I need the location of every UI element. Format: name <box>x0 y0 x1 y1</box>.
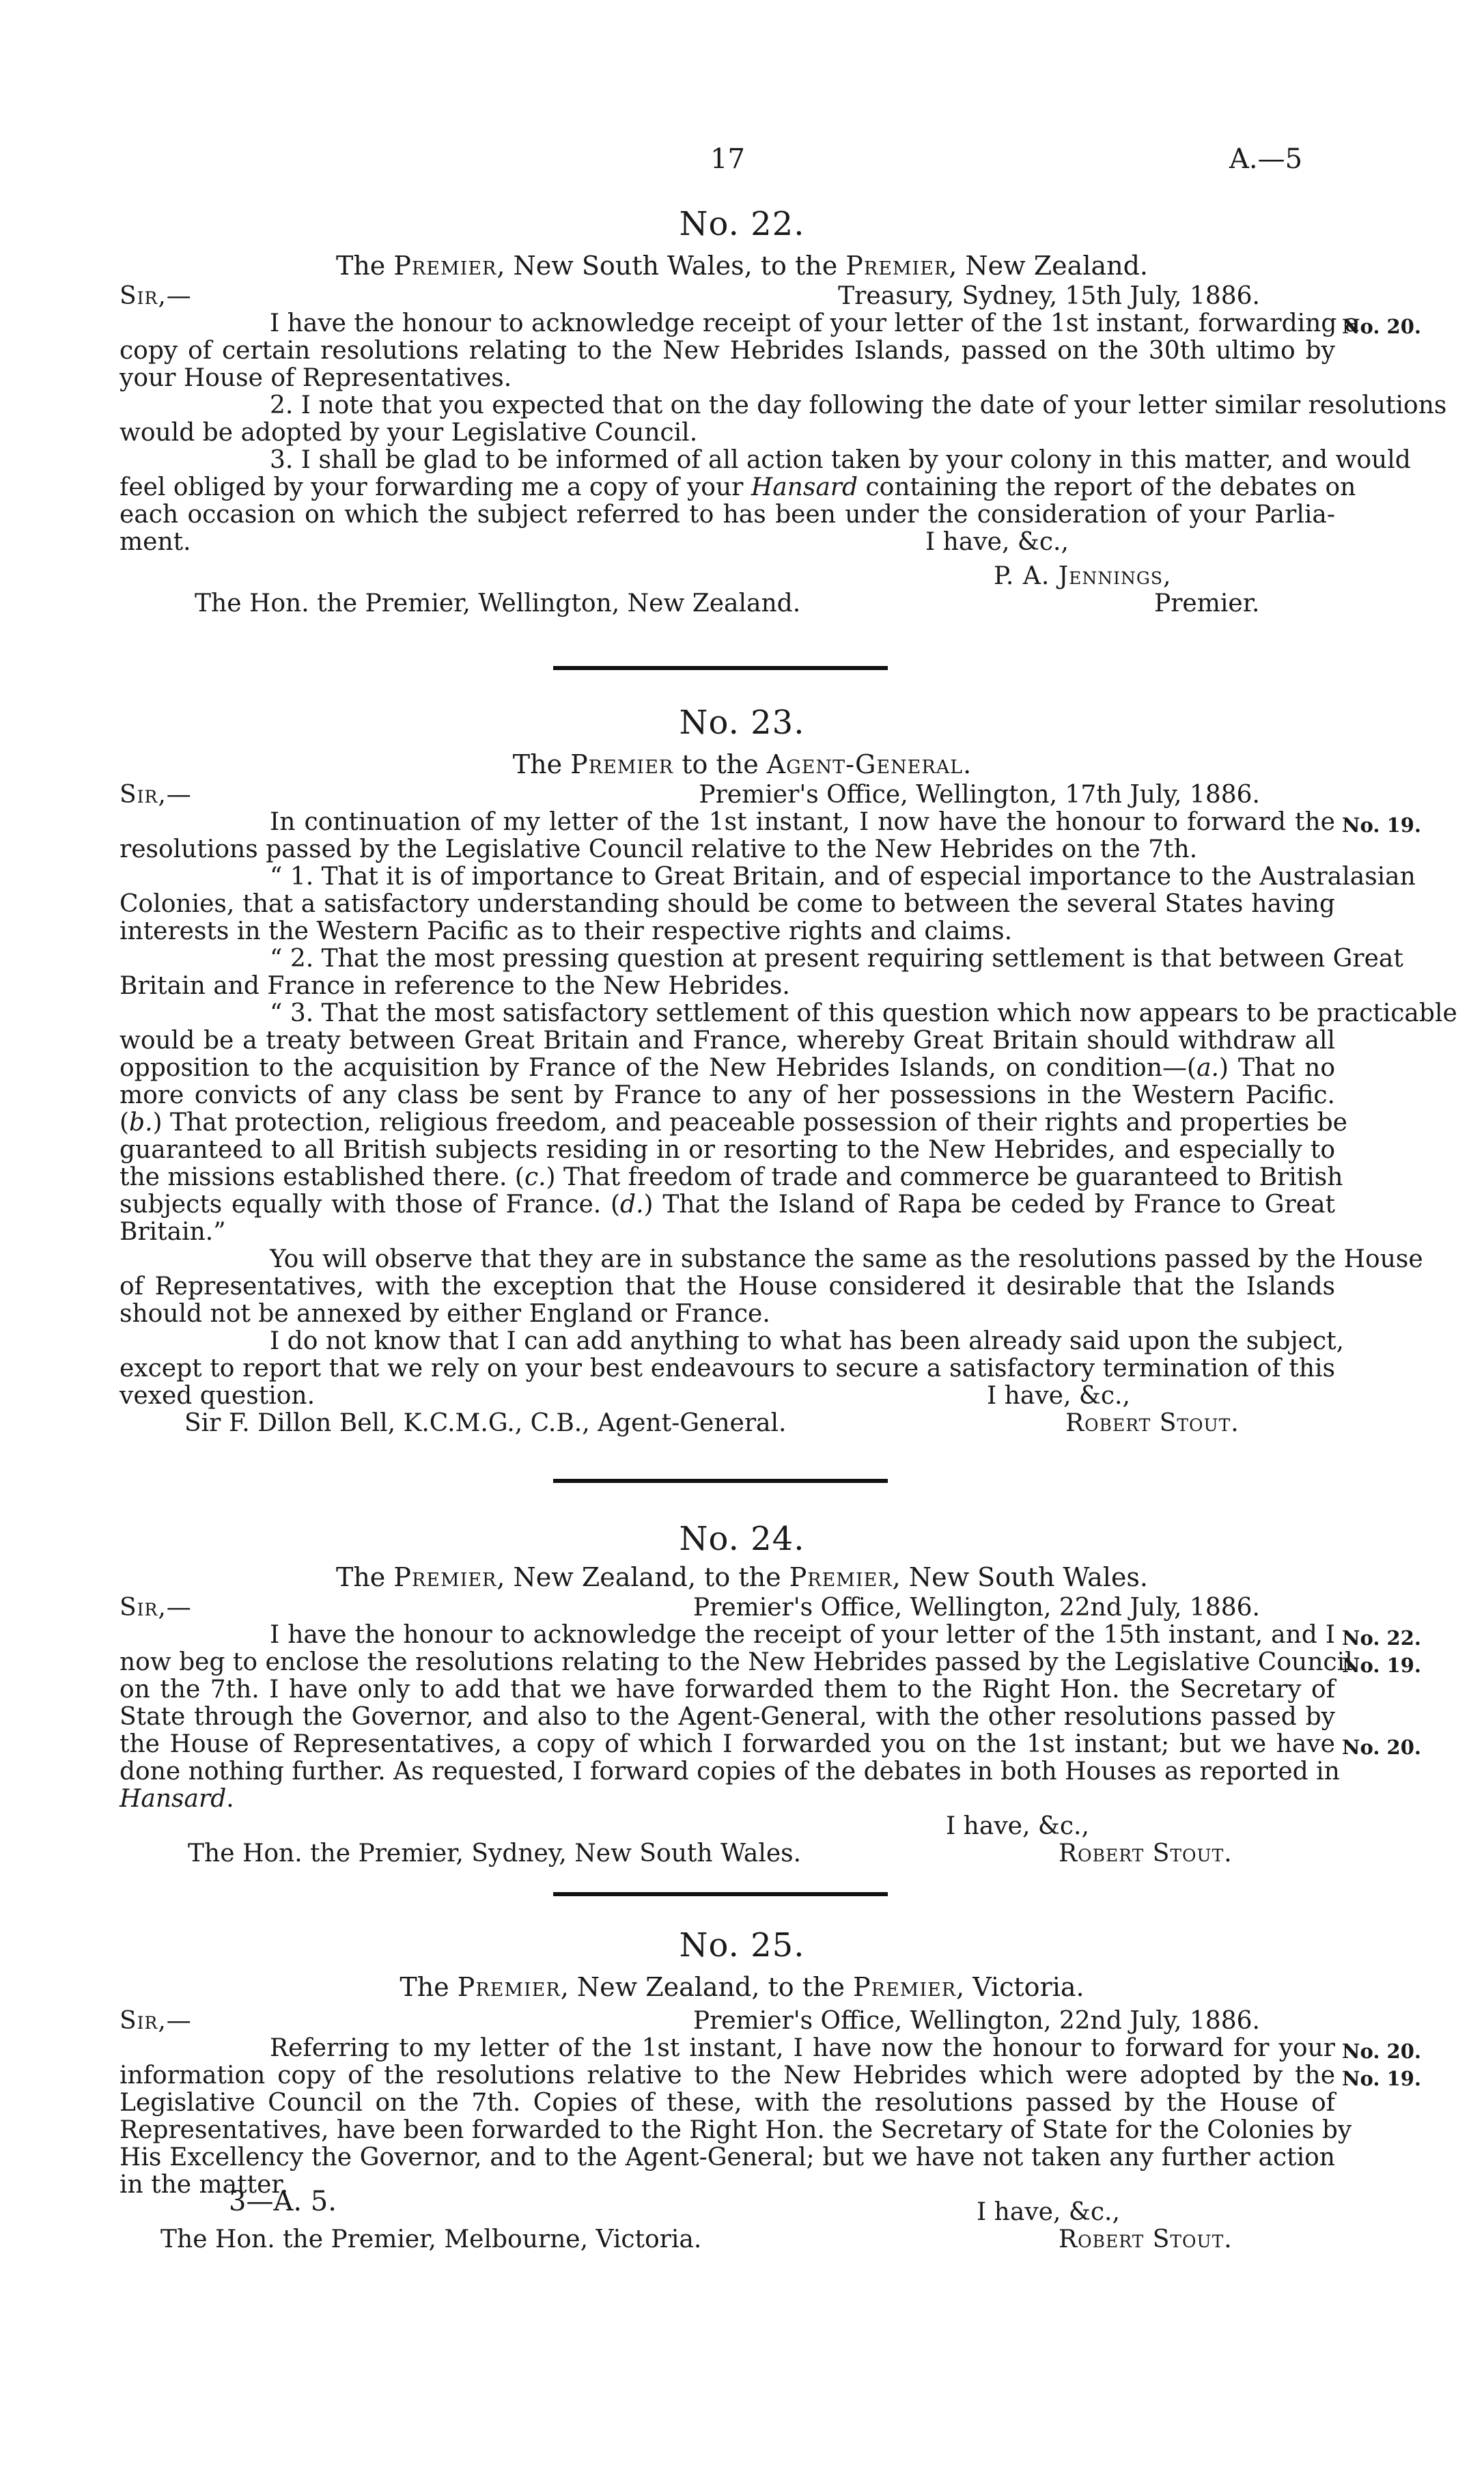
body-text: subjects equally with those of France. ( <box>120 1191 621 1219</box>
signature-mark: 3—A. 5. <box>229 2186 337 2217</box>
body-line <box>120 1055 1335 1081</box>
letter-number: No. 25. <box>679 1926 805 1965</box>
margin-cross-reference: No. 19. <box>1342 2067 1421 2090</box>
body-text: ( <box>120 1109 130 1137</box>
letter-heading <box>0 751 1484 777</box>
letter-heading <box>0 1974 1484 2000</box>
heading-text: . <box>963 749 972 779</box>
body-line: His Excellency the Governor, and to the Agent-General; but we have not taken any further action <box>120 2143 1335 2171</box>
closing: I have, &c., <box>925 528 1069 556</box>
signatory-title: Premier. <box>1154 589 1260 617</box>
heading-text: , New Zealand, to the <box>560 1972 854 2002</box>
margin-cross-reference: No. 20. <box>1342 315 1421 338</box>
body-line: 2. I note that you expected that on the day following the date of your letter similar resolutions <box>270 391 1447 419</box>
letter-number: No. 24. <box>679 1520 805 1558</box>
margin-cross-reference: No. 19. <box>1342 1654 1421 1677</box>
signatory: P. A. Jennings, <box>994 562 1172 590</box>
signatory: Robert Stout. <box>1065 1409 1240 1437</box>
paper-reference: A.—5 <box>1229 143 1303 175</box>
body-line: should not be annexed by either England or France. <box>120 1300 770 1328</box>
body-text: ) That protection, religious freedom, and peaceable possession of their rights and properties be <box>152 1109 1347 1137</box>
body-line: Britain.” <box>120 1218 226 1246</box>
salutation: Sir,— <box>120 2007 192 2035</box>
body-line: would be a treaty between Great Britain and France, whereby Great Britain should withdraw all <box>120 1027 1335 1055</box>
body-line: “ 3. That the most satisfactory settlement of this question which now appears to be practicable <box>270 999 1457 1027</box>
body-line: ment. <box>120 528 191 556</box>
heading-text: , New Zealand, to the <box>496 1562 789 1592</box>
body-line: of Representatives, with the exception that the House considered it desirable that the Islands <box>120 1273 1335 1301</box>
body-line: done nothing further. As requested, I forward copies of the debates in both Houses as reported in <box>120 1758 1340 1786</box>
body-line: 3. I shall be glad to be informed of all action taken by your colony in this matter, and would <box>270 446 1411 474</box>
heading-text: The <box>335 251 394 281</box>
body-line: would be adopted by your Legislative Council. <box>120 419 698 447</box>
body-line: Legislative Council on the 7th. Copies of these, with the resolutions passed by the House of <box>120 2089 1335 2117</box>
heading-title-1: Premier <box>570 749 674 779</box>
body-line: State through the Governor, and also to the Agent-General, with the other resolutions passed by <box>120 1703 1335 1731</box>
heading-text: , New South Wales, to the <box>496 251 846 281</box>
heading-title-1: Premier <box>457 1972 561 2002</box>
body-line: Referring to my letter of the 1st instant, I have now the honour to forward for your <box>270 2034 1335 2062</box>
body-text: containing the report of the debates on <box>858 473 1356 501</box>
body-line: I have the honour to acknowledge the receipt of your letter of the 15th instant, and I <box>270 1621 1335 1649</box>
heading-title-2: Premier <box>853 1972 957 2002</box>
body-line <box>120 473 1356 501</box>
place-date: Premier's Office, Wellington, 17th July, 1886. <box>699 781 1260 809</box>
body-text: ) That the Island of Rapa be ceded by France to Great <box>643 1191 1336 1219</box>
body-line: each occasion on which the subject referred to has been under the consideration of your Parlia- <box>120 501 1335 529</box>
signatory: Robert Stout. <box>1059 2225 1233 2253</box>
body-line: “ 2. That the most pressing question at present requiring settlement is that between Great <box>270 945 1403 973</box>
heading-text: The <box>512 749 571 779</box>
section-divider-rule <box>553 666 888 670</box>
body-text-italic: d. <box>620 1191 644 1219</box>
body-text-italic: Hansard <box>120 1785 227 1813</box>
body-line <box>120 1786 234 1812</box>
letter-number: No. 23. <box>679 704 805 742</box>
body-line: the House of Representatives, a copy of which I forwarded you on the 1st instant; but we have <box>120 1730 1335 1758</box>
body-line: your House of Representatives. <box>120 364 512 392</box>
body-line: resolutions passed by the Legislative Council relative to the New Hebrides on the 7th. <box>120 835 1198 863</box>
body-line: in the matter. <box>120 2171 289 2199</box>
margin-cross-reference: No. 20. <box>1342 2040 1421 2063</box>
heading-text: , Victoria. <box>956 1972 1084 2002</box>
heading-title-1: Premier <box>393 251 497 281</box>
body-line: In continuation of my letter of the 1st instant, I now have the honour to forward the <box>270 808 1335 836</box>
margin-cross-reference: No. 20. <box>1342 1736 1421 1759</box>
body-line: information copy of the resolutions relative to the New Hebrides which were adopted by the <box>120 2061 1335 2090</box>
addressee: The Hon. the Premier, Sydney, New South Wales. <box>188 1840 802 1868</box>
body-text: opposition to the acquisition by France of the New Hebrides Islands, on condition—( <box>120 1054 1197 1082</box>
heading-title-1: Premier <box>393 1562 497 1592</box>
signatory: Robert Stout. <box>1059 1840 1233 1868</box>
body-line: guaranteed to all British subjects residing in or resorting to the New Hebrides, and especially to <box>120 1136 1335 1164</box>
salutation: Sir,— <box>120 282 192 310</box>
letter-heading <box>0 253 1484 279</box>
letter-number: No. 22. <box>679 205 805 243</box>
body-line: You will observe that they are in substance the same as the resolutions passed by the House <box>270 1245 1423 1273</box>
body-line: I have the honour to acknowledge receipt of your letter of the 1st instant, forwarding a <box>270 309 1360 337</box>
body-line: Colonies, that a satisfactory understanding should be come to between the several States having <box>120 890 1335 918</box>
heading-text: The <box>335 1562 394 1592</box>
addressee: The Hon. the Premier, Wellington, New Zealand. <box>195 589 801 617</box>
body-line: “ 1. That it is of importance to Great Britain, and of especial importance to the Australasian <box>270 863 1416 891</box>
body-line: on the 7th. I have only to add that we have forwarded them to the Right Hon. the Secretary of <box>120 1676 1335 1704</box>
body-line <box>120 1109 1347 1137</box>
heading-text: , New South Wales. <box>892 1562 1149 1592</box>
body-text: . <box>226 1785 234 1813</box>
body-line: vexed question. <box>120 1382 316 1410</box>
body-line: Representatives, have been forwarded to the Right Hon. the Secretary of State for the Colonies by <box>120 2116 1352 2144</box>
body-line: interests in the Western Pacific as to their respective rights and claims. <box>120 917 1013 945</box>
place-date: Premier's Office, Wellington, 22nd July, 1886. <box>692 2007 1260 2035</box>
body-line: Britain and France in reference to the New Hebrides. <box>120 972 790 1000</box>
body-text: feel obliged by your forwarding me a copy of your <box>120 473 751 501</box>
heading-title-2: Premier <box>789 1562 893 1592</box>
page-number: 17 <box>710 143 745 175</box>
heading-text: , New Zealand. <box>949 251 1149 281</box>
body-line: except to report that we rely on your best endeavours to secure a satisfactory termination of this <box>120 1355 1335 1383</box>
margin-cross-reference: No. 19. <box>1342 814 1421 837</box>
body-line <box>120 1163 1343 1191</box>
addressee: Sir F. Dillon Bell, K.C.M.G., C.B., Agent-General. <box>184 1409 787 1437</box>
body-line: more convicts of any class be sent by France to any of her possessions in the Western Pacific. <box>120 1081 1335 1109</box>
body-text-italic: b. <box>129 1109 153 1137</box>
heading-title-2: Agent-General <box>766 749 964 779</box>
heading-title-2: Premier <box>845 251 949 281</box>
salutation: Sir,— <box>120 1594 192 1622</box>
body-text-italic: a. <box>1196 1054 1219 1082</box>
place-date: Premier's Office, Wellington, 22nd July, 1886. <box>692 1594 1260 1622</box>
body-text: the missions established there. ( <box>120 1163 524 1191</box>
body-line: copy of certain resolutions relating to the New Hebrides Islands, passed on the 30th ultimo by <box>120 337 1335 365</box>
body-line <box>120 1192 1335 1218</box>
closing: I have, &c., <box>946 1812 1089 1840</box>
body-line: I do not know that I can add anything to what has been already said upon the subject, <box>270 1327 1344 1355</box>
body-text: ) That no <box>1219 1054 1336 1082</box>
place-date: Treasury, Sydney, 15th July, 1886. <box>838 282 1260 310</box>
closing: I have, &c., <box>987 1382 1130 1410</box>
heading-text: to the <box>673 749 767 779</box>
body-line: now beg to enclose the resolutions relating to the New Hebrides passed by the Legislative Council <box>120 1648 1353 1676</box>
heading-text: The <box>400 1972 458 2002</box>
addressee: The Hon. the Premier, Melbourne, Victoria. <box>160 2225 702 2253</box>
salutation: Sir,— <box>120 781 192 809</box>
letter-heading <box>0 1564 1484 1590</box>
body-text: ) That freedom of trade and commerce be guaranteed to British <box>546 1163 1343 1191</box>
body-text-italic: Hansard <box>751 473 858 501</box>
margin-cross-reference: No. 22. <box>1342 1626 1421 1650</box>
section-divider-rule <box>553 1892 888 1896</box>
section-divider-rule <box>553 1479 888 1483</box>
closing: I have, &c., <box>977 2198 1120 2226</box>
body-text-italic: c. <box>524 1163 546 1191</box>
